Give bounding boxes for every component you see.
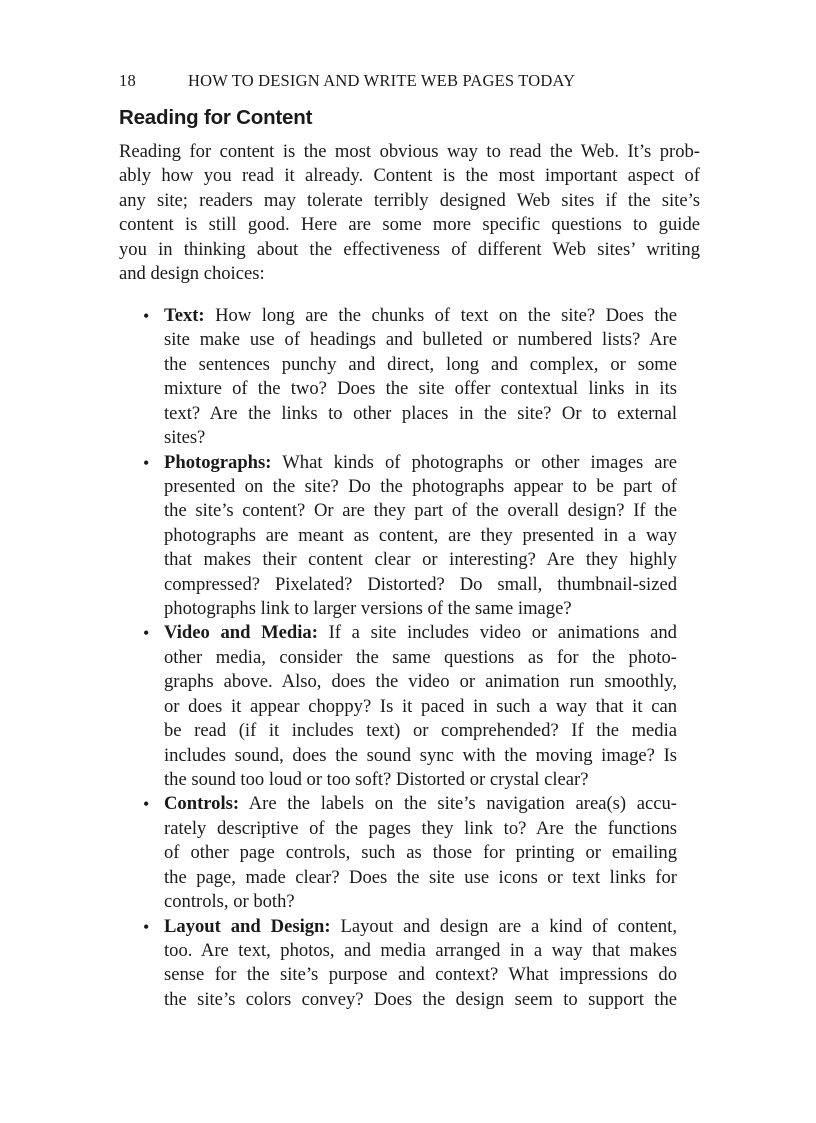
text-line: text? Are the links to other places in the site? Or to external — [164, 402, 677, 424]
text-line: photographs are meant as content, are they presented in a way — [164, 524, 677, 546]
bullet-icon: • — [143, 794, 150, 815]
bullet-list — [119, 304, 700, 1012]
text-line: you in thinking about the effectiveness of different Web sites’ writing — [119, 238, 700, 260]
text-line — [164, 792, 677, 816]
text-line: compressed? Pixelated? Distorted? Do small, thumbnail-sized — [164, 573, 677, 595]
text-line: site make use of headings and bulleted or numbered lists? Are — [164, 329, 677, 351]
text-line: of other page controls, such as those for printing or emailing — [164, 842, 677, 864]
text-line: rately descriptive of the pages they link to? Are the functions — [164, 817, 677, 839]
text-line — [164, 304, 677, 328]
text-line: the sound too loud or too soft? Distorted or crystal clear? — [164, 769, 589, 791]
item-label: Layout and Design: — [164, 915, 331, 937]
intro-paragraph — [119, 140, 700, 287]
text-line: content is still good. Here are some more specific questions to guide — [119, 214, 700, 236]
text-line: sense for the site’s purpose and context? What impressions do — [164, 964, 677, 986]
text-line: graphs above. Also, does the video or animation run smoothly, — [164, 671, 677, 693]
text-line: presented on the site? Do the photographs appear to be part of — [164, 475, 677, 497]
list-item — [119, 915, 677, 1013]
text-line — [164, 451, 677, 475]
list-item — [119, 304, 677, 451]
text-line: other media, consider the same questions as for the photo- — [164, 646, 677, 668]
text-line: ably how you read it already. Content is the most important aspect of — [119, 165, 700, 187]
text-line: be read (if it includes text) or comprehended? If the media — [164, 720, 677, 742]
text-line: too. Are text, photos, and media arranged in a way that makes — [164, 939, 677, 961]
book-title: HOW TO DESIGN AND WRITE WEB PAGES TODAY — [188, 71, 576, 90]
running-head — [119, 71, 575, 91]
item-text: What kinds of photographs or other images are — [271, 451, 677, 473]
text-line: Reading for content is the most obvious way to read the Web. It’s prob- — [119, 141, 700, 162]
item-label: Photographs: — [164, 451, 272, 473]
item-label: Text: — [164, 305, 205, 326]
section-heading: Reading for Content — [119, 106, 313, 129]
text-line: the site’s content? Or are they part of the overall design? If the — [164, 500, 677, 522]
item-text: How long are the chunks of text on the site? Does the — [204, 305, 677, 326]
text-line: the page, made clear? Does the site use icons or text links for — [164, 866, 677, 888]
bullet-icon: • — [143, 306, 150, 326]
text-line — [164, 915, 677, 939]
text-line: includes sound, does the sound sync with the moving image? Is — [164, 744, 677, 766]
item-text: If a site includes video or animations and — [317, 622, 677, 644]
bullet-icon: • — [143, 623, 150, 644]
item-text: Are the labels on the site’s navigation area(s) accu- — [239, 793, 677, 815]
bullet-icon: • — [143, 916, 150, 937]
text-line: photographs link to larger versions of the same image? — [164, 598, 572, 620]
item-label: Video and Media: — [164, 622, 318, 644]
bullet-icon: • — [143, 452, 150, 473]
text-line: and design choices: — [119, 263, 265, 285]
item-text: Layout and design are a kind of content, — [330, 915, 677, 937]
text-line: any site; readers may tolerate terribly designed Web sites if the site’s — [119, 189, 700, 211]
text-line: mixture of the two? Does the site offer contextual links in its — [164, 378, 677, 400]
text-line: controls, or both? — [164, 891, 295, 913]
page-number: 18 — [119, 71, 136, 90]
list-item — [119, 451, 677, 622]
text-line: the site’s colors convey? Does the design seem to support the — [164, 988, 677, 1010]
text-line: that makes their content clear or interesting? Are they highly — [164, 549, 677, 571]
text-line: sites? — [164, 427, 206, 449]
list-item — [119, 621, 677, 792]
item-label: Controls: — [164, 793, 240, 815]
text-line — [164, 621, 677, 645]
list-item — [119, 792, 677, 914]
text-line: or does it appear choppy? Is it paced in such a way that it can — [164, 695, 677, 717]
text-line: the sentences punchy and direct, long and complex, or some — [164, 353, 677, 375]
